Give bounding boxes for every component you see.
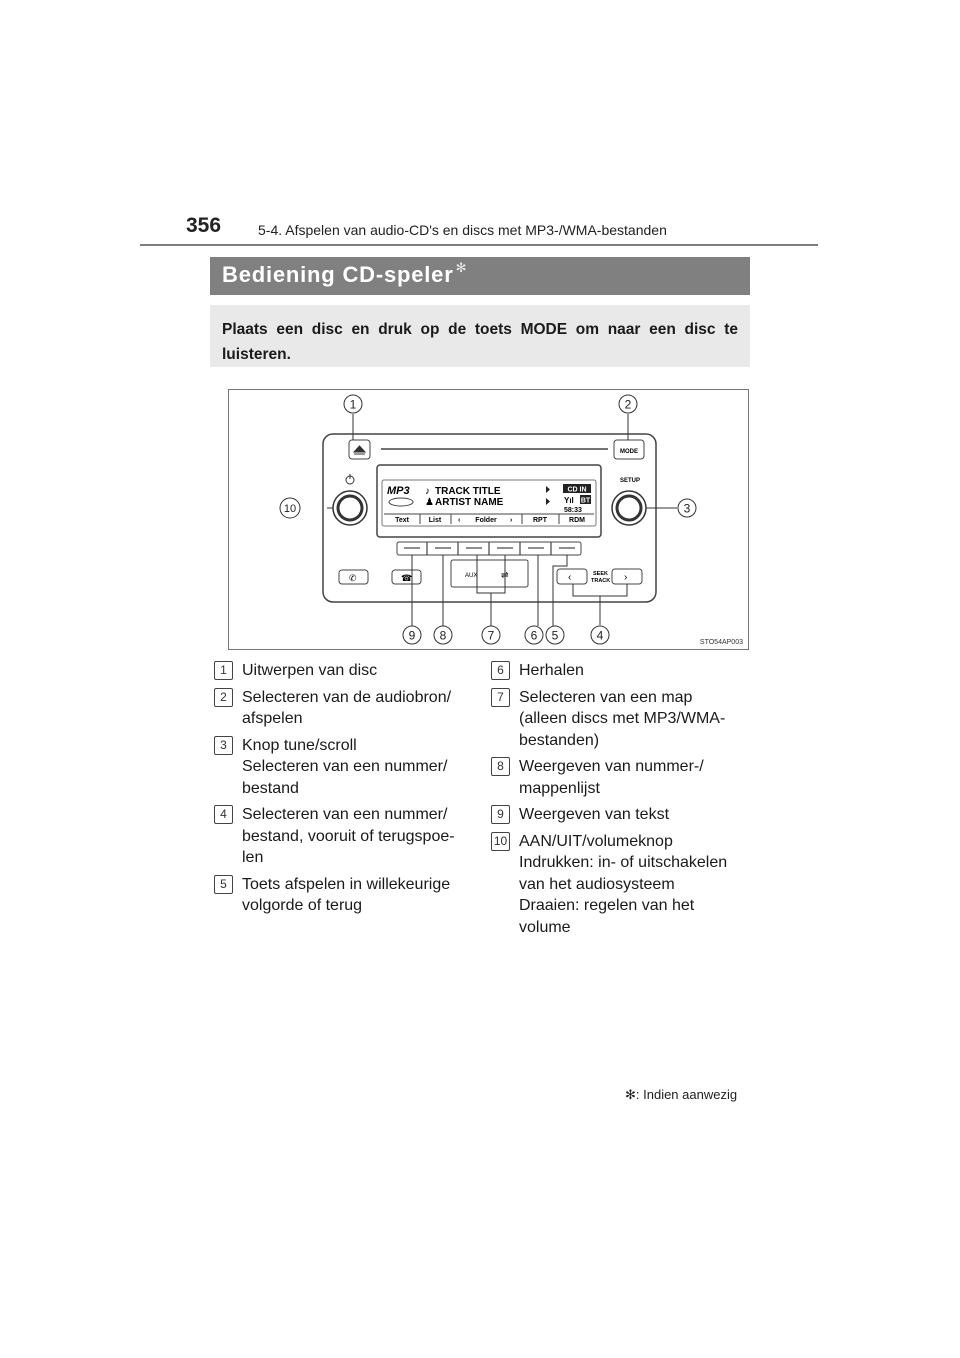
legend-number: 2 [214,688,233,707]
seek-label: SEEK [593,571,608,577]
softkey-list: List [428,517,442,524]
legend-number: 5 [214,875,233,894]
legend-left [214,660,474,922]
legend-number: 6 [491,661,510,680]
legend-text: Weergeven van nummer-/ mappenlijst [519,758,704,797]
legend-item [491,804,751,826]
callout-8: 8 [439,628,447,643]
legend-text: AAN/UIT/volumeknop Indrukken: in- of uitschakelen van het audiosysteem Draaien: regelen van het volume [519,832,728,936]
softkey-text: Text [395,517,409,524]
aux-usb-panel [451,560,528,587]
seek-back-button [557,569,587,584]
chevron-right-icon: › [624,572,628,583]
legend-item [491,660,751,682]
legend-number: 9 [491,805,510,824]
signal-icon: Yıl [564,496,574,505]
callout-6: 6 [530,628,538,643]
legend-text: Weergeven van tekst [519,806,670,823]
callout-10: 10 [283,503,297,515]
legend-text: Selecteren van een map (alleen discs met MP3/WMA- bestanden) [519,688,726,749]
legend-text: Herhalen [519,662,584,679]
display-track-title: TRACK TITLE [435,486,501,497]
title-bar [210,257,750,295]
legend-item [214,804,474,869]
display-artist-name: ARTIST NAME [435,497,504,508]
page-number: 356 [186,214,222,237]
legend-item [491,831,751,939]
page-title [222,262,467,288]
section-header: 5-4. Afspelen van audio-CD's en discs met MP3-/WMA-bestanden [258,222,667,238]
chevron-left-icon: ‹ [568,572,572,583]
phone-hangup-icon: ☎ [401,573,413,583]
mode-label: MODE [620,449,638,455]
softkey-folder: Folder [475,517,497,524]
page-title-text: Bediening CD-speler [222,262,454,287]
display-time: 58:33 [564,507,582,514]
display-cd-in: CD IN [567,486,587,494]
display-bt: BT [580,497,591,505]
softkey-rdm: RDM [569,517,585,524]
cd-player-illustration [229,390,748,649]
optional-marker: ✻ [455,260,468,275]
folder-left-icon: ‹ [458,517,461,524]
legend-number: 3 [214,736,233,755]
legend-text: Selecteren van een nummer/ bestand, vooruit of terugspoe- len [242,806,455,866]
note-icon: ♪ [425,486,430,497]
legend-item [491,756,751,799]
legend-item [214,735,474,800]
legend-number: 4 [214,805,233,824]
usb-icon: ⇌ [501,570,509,580]
track-label: TRACK [591,578,611,584]
aux-label: AUX [465,573,478,579]
display-mp3: MP3 [387,485,410,497]
legend-text: Selecteren van de audiobron/ afspelen [242,688,452,727]
legend-item [214,660,474,682]
legend-text: Knop tune/scroll Selecteren van een nummer/ bestand [242,736,448,797]
softkey-rpt: RPT [533,517,547,524]
legend-item [214,687,474,730]
intro-box [210,305,750,367]
figure-code: STO54AP003 [699,639,743,646]
legend-number: 1 [214,661,233,680]
legend-number: 10 [491,832,510,851]
callout-4: 4 [596,628,604,643]
phone-icon: ✆ [349,573,357,583]
legend-item [491,687,751,752]
person-icon: ♟ [425,497,434,508]
cd-player-figure [228,389,749,650]
folder-right-icon: › [510,517,513,524]
callout-5: 5 [551,628,559,643]
legend-number: 8 [491,757,510,776]
callout-9: 9 [408,628,416,643]
footnote: ✻: Indien aanwezig [625,1087,738,1102]
callout-2: 2 [624,397,632,412]
legend-number: 7 [491,688,510,707]
legend-item [214,874,474,917]
legend-text: Toets afspelen in willekeurige volgorde of terug [242,875,451,914]
callout-1: 1 [349,397,357,412]
legend-text: Uitwerpen van disc [242,662,378,679]
legend-right [491,660,751,943]
callout-3: 3 [683,501,691,516]
setup-label: SETUP [619,478,641,484]
header-rule [140,244,818,246]
intro-text: Plaats een disc en druk op de toets MODE om naar een disc te luisteren. [222,321,738,363]
callout-7: 7 [487,628,495,643]
